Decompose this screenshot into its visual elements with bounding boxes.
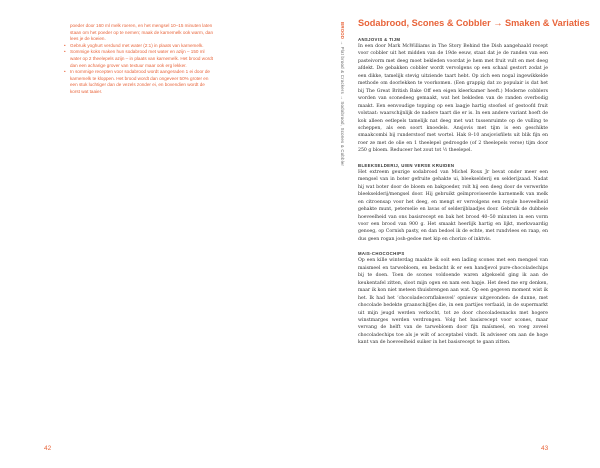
section-body: Op een kille winterdag maakte ik ooit een lading scones met een mengsel van maismeel en tarwebloem, en bedacht ik er een handjevol pure-chocoladechips bij te doen. Toen de scones voldoende waren afgekoeld ging ik aan de keukentafel zitten, sloot mijn ogen en nam een hapje. Het deed me erg denken, maar ik kon niet meteen thuisbrengen aan wat. Op een gegeven moment wist ik het. Ik had het ‘chocoladecornflakesvel’ opnieuw uitgevonden: de dunne, met chocolade bedekte graanschijfjes die, in een partijes verfaaid, in de supermarkt uit mijn jeugd werden verkocht, tot ze door chocoladesnacks met hogere winstmarges werden verdrongen. Volg het basisrecept voor scones, maar vervang de helft van de tarwebloem door fijn maïsmeel, en voeg zoveel chocoladechips toe als je wilt of acceptabel vindt. Ik adviseer om aan de hoge kant van de hoeveelheid suiker in het basisrecept te gaan zitten. [358,258,548,346]
note-item: • In sommige recepten voor sodabrood wordt aangeraden 1 ei door de karnemelk te kloppen. Het brood wordt dan ongeveer 50% groter en een stuk luchtiger dan de vezels zonder ei, en bovendien wordt de korst wat taaier. [64,69,214,95]
page-number-left: 42 [44,445,52,452]
note-item: • Sommige koks maken hun sodabrood met water en azijn – 150 ml water op 2 theelepels azijn – in plaats van karnemelk. Het brood wordt dan een acharige grover van textuur maar ook erg lekker. [64,49,214,69]
variation-notes [64,23,214,96]
note-item: poeder door 160 ml melk roeren, en het mengsel 10–15 minuten laten staan om het poeder op te nemen; maak de karnemelk ook warm, dan lees je de koeien. [70,23,213,42]
section-anchovy-thyme [358,37,548,155]
section-corn-chocochips [358,251,548,346]
section-heading: BLEEKSELDERIJ, UIEN VERSE KRUIDEN [358,162,455,168]
section-body: In een door Mark McWilliams in The Story Behind the Dish aangehaald recept voor cobbler uit het midden van de 19de eeuw, staat dat je de randen van een pasteivorm met deeg moet bekleden voordat je hem met fruit vult en met deeg afdekt. De gebakken cobbler wordt vervolgens op een schaal gestort zodat je een dikke, tamelijk stevig uitziende taart hebt. Op zich een nogal ingewikkelde methode om doorlekken te voorkomen. (Een grappig dat zo populair is dat het bij The Great British Bake Off een eigen kleerkamer heeft.) Moderne cobblers worden van sconedeeg gemaakt, wat het bekleden van de randen overbodig maakt. Een eenvoudige topping op een laagje hartig stoofsel of gestoofd fruit volstaat: waarschijnlijk de nadere taart die er is. In een andere variant hoeft de kok alleen eetlepels tamelijk nat deeg met wat tussenruimte op de vulling te scheppen, als een soort knoedels. Ansjovis met tijm is een geschikte smaakcombi bij runderstoof met wortel. Hak 8–10 ansjovisfilets uit blik fijn en roer ze met de olie en 1 theelepel gedroogde (of 2 theelepels verse) tijm door 250 g bloem. Reduceer het zout tot ½ theelepel. [358,44,548,154]
page-number-right: 43 [541,445,549,452]
section-heading: ANSJOVIS & TIJM [358,37,401,42]
running-header [339,22,348,252]
section-body: Het extreem geurige sodabrood van Michel Roux Jr bevat onder meer een mengsel van in boter gefruite gehakte ui, bleekselderij en selderijzaad. Nadat hij wat boter door de bloem en bakpoeder, rolt hij een deeg door de verwerkte bleekselderij/mengsel door. Hij gebruikt geïmproviseerde karnemelk van melk en citroensap voor het deeg, en mengt er vervolgens een royale hoeveelheid gehakte munt, peterselie en lavas of selderijblaadjes door. Gebruik de dubbele hoeveelheid van ons basisrecept en bak het brood 40–50 minuten in een vorm voor een brood van 900 g. Het smaakt heerlijk hartig en lijkt, merkwaardig genoeg, op Cornish pasty, en dan bedoel ik de echte, met rundvlees en raap, en dus geen rogan josh-gedoe met kip en chorizo of inktvis. [358,169,548,242]
running-header-text: BROOD → Plat brood & Crackers → Sodabrood, Scones & Cobbler [340,22,345,167]
right-page [358,18,590,347]
note-item: • Gebruik yoghurt verdund met water (2:1) in plaats van karnemelk. [64,43,214,50]
chapter-path: Plat brood & Crackers → Sodabrood, Scones & Cobbler [340,46,345,167]
section-celery-onion-herbs [358,163,548,244]
section-heading: MAIS-CHOCOCHIPS [358,251,405,257]
page-title: Sodabrood, Scones & Cobbler → Smaken & Variaties [358,18,590,28]
section-label: BROOD [340,22,345,40]
